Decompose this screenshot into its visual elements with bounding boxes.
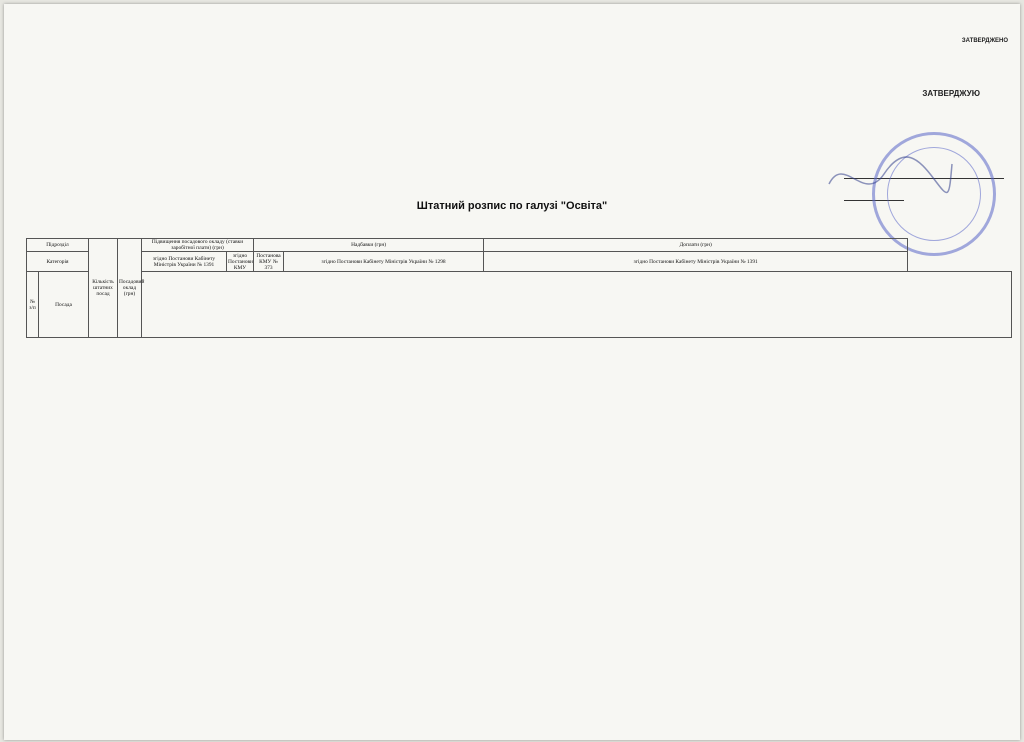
document-title: Штатний розпис по галузі "Освіта" (416, 200, 608, 212)
header-resolution-22: згідно Постанови КМУ (228, 252, 253, 271)
header-resolution-373: Постанова КМУ № 373 (254, 252, 284, 272)
document-titles (4, 200, 1020, 212)
document-sheet (4, 4, 1020, 740)
header-positions: Кількість штатних посад (89, 239, 118, 338)
header-category: Категорія (27, 252, 89, 272)
header-resolution-1391-b: згідно Постанови Кабінету Міністрів України № 1391 (484, 252, 908, 272)
header-section: Підрозділ (27, 239, 89, 252)
header-surcharges: Надбавки (грн) (254, 239, 484, 252)
approval-statement (748, 90, 980, 99)
header-column-labels (142, 272, 1012, 338)
approval-statement-heading: ЗАТВЕРДЖУЮ (922, 89, 980, 98)
approval-heading: ЗАТВЕРДЖЕНО (961, 38, 1008, 44)
header-additional-payments: Доплати (грн) (484, 239, 908, 252)
header-salary: Посадовий оклад (грн) (118, 239, 142, 338)
header-position-name: Посада (39, 272, 89, 338)
header-raise: Підвищення посадового окладу (ставки заробітної плати) (грн) (142, 239, 254, 252)
header-resolution-1418: згідно Постанови Кабінету Міністрів України № 1298 (284, 252, 484, 272)
header-row-number: № з/п (27, 272, 39, 338)
header-resolution-1391: згідно Постанови Кабінету Міністрів України № 1391 (142, 252, 227, 272)
approval-block (888, 38, 1008, 45)
staff-schedule-table (26, 238, 1012, 338)
